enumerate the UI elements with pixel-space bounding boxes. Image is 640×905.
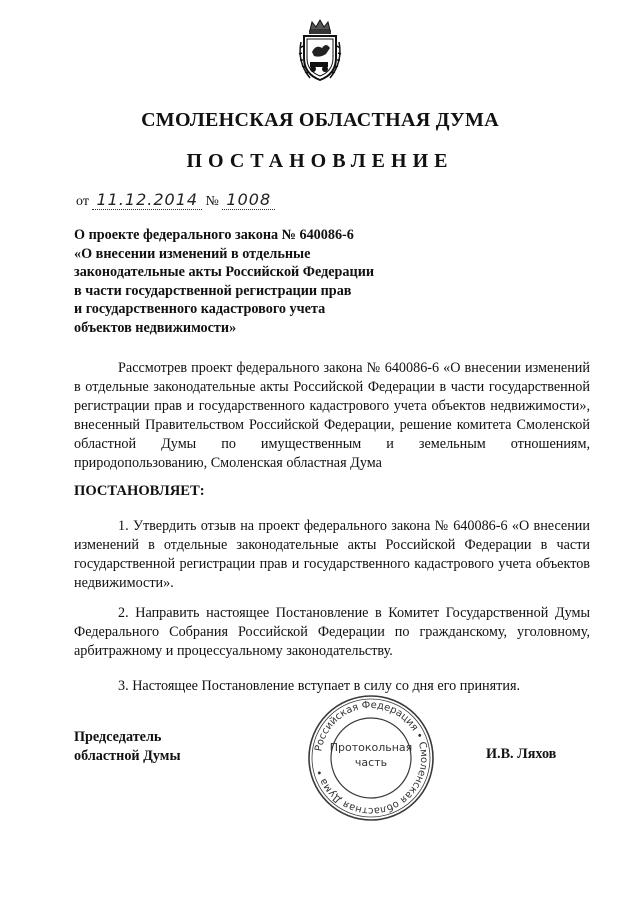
organization-name: СМОЛЕНСКАЯ ОБЛАСТНАЯ ДУМА: [141, 109, 499, 131]
stamp-center-line: часть: [354, 756, 388, 769]
stamp-center-line: Протокольная: [329, 741, 413, 754]
date-value: 11.12.2014: [92, 190, 202, 210]
subject-line: законодательные акты Российской Федерации: [74, 264, 375, 281]
subject-line: в части государственной регистрации прав: [74, 282, 352, 299]
number-prefix: №: [205, 194, 219, 209]
subject-line: объектов недвижимости»: [74, 319, 237, 336]
decides-heading: ПОСТАНОВЛЯЕТ:: [74, 483, 205, 499]
document-type: ПОСТАНОВЛЕНИЕ: [186, 150, 454, 172]
coat-of-arms-icon: [296, 18, 344, 84]
resolution-item-3: 3. Настоящее Постановление вступает в силу со дня его принятия.: [118, 678, 521, 694]
subject-line: О проекте федерального закона № 640086-6: [74, 227, 354, 243]
stamp-ring-text: Российская Федерация • Смоленская областная Дума •: [313, 699, 430, 817]
subject-line: «О внесении изменений в отдельные: [74, 245, 311, 262]
date-number-line: [76, 190, 275, 210]
date-prefix: от: [76, 194, 89, 209]
stamp-center-text: [303, 740, 439, 770]
signer-name: И.В. Ляхов: [486, 746, 557, 762]
signer-title-line: областной Думы: [74, 748, 181, 764]
signer-title-line: Председатель: [74, 729, 162, 745]
number-value: 1008: [222, 190, 275, 210]
document-subject: [74, 226, 434, 338]
subject-line: и государственного кадастрового учета: [74, 301, 326, 318]
preamble-paragraph: Рассмотрев проект федерального закона № 640086-6 «О внесении изменений в отдельные законодательные акты Российской Федерации в части государственной регистрации прав и государственного кадастрового учета объектов недвижимости», внесенный Правительством Российской Федерации, решение комитета Смоленской областной Думы по имущественным и земельным отношениям, природопользованию, Смоленская областная Дума: [74, 360, 590, 471]
resolution-item-1: 1. Утвердить отзыв на проект федерального закона № 640086-6 «О внесении изменений в отдельные законодательные акты Российской Федерации в части государственной регистрации прав и государственного кадастрового учета объектов недвижимости».: [74, 518, 590, 591]
signer-title: [74, 728, 181, 766]
resolution-item-2: 2. Направить настоящее Постановление в Комитет Государственной Думы Федерального Собрания Российской Федерации по гражданскому, уголовному, арбитражному и процессуальному законодательству.: [74, 605, 590, 659]
